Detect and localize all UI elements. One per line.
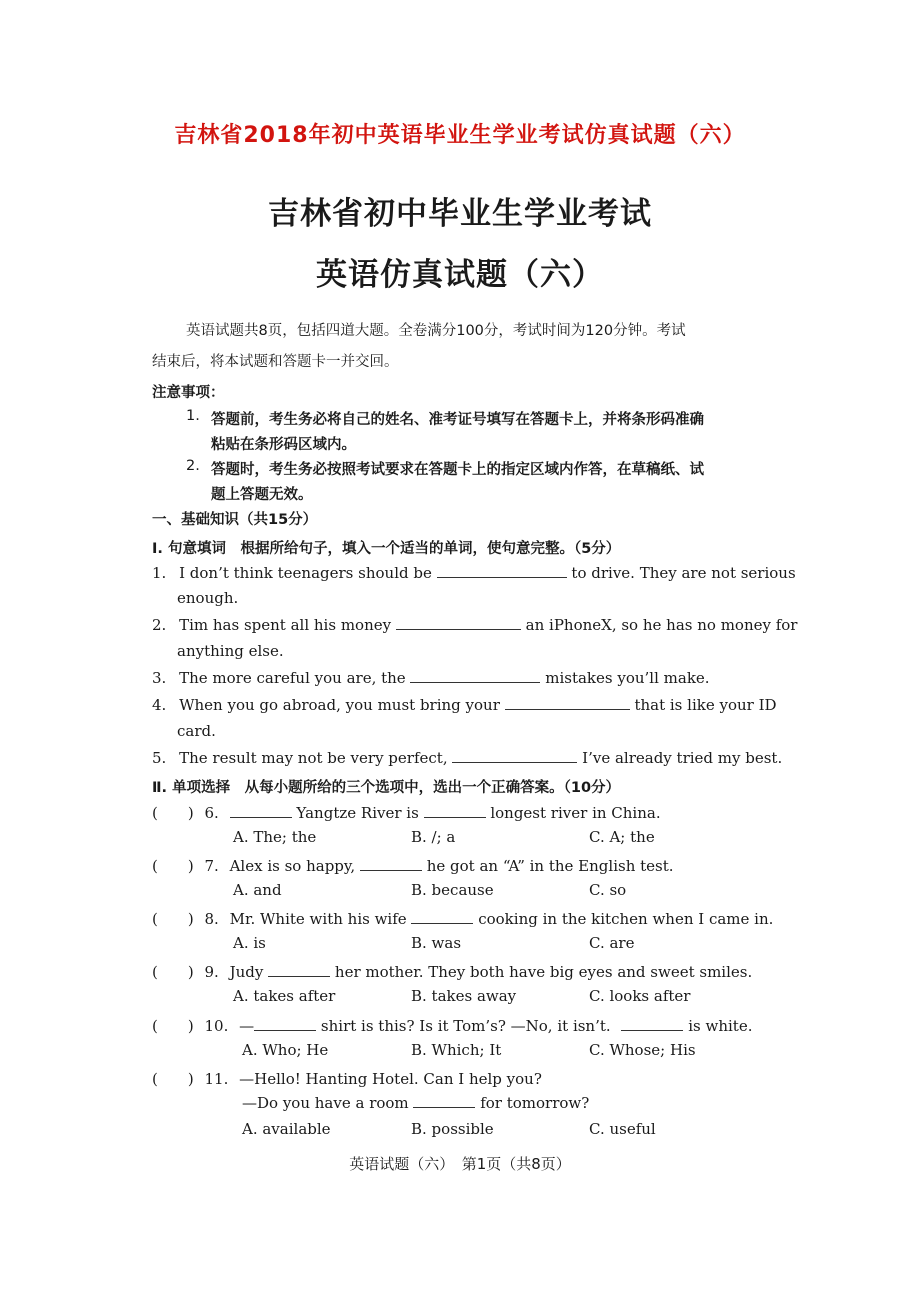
question-number: 7.	[204, 857, 219, 875]
answer-paren[interactable]: ( )	[152, 1017, 194, 1035]
choice-question-11	[152, 1068, 542, 1089]
answer-paren[interactable]: ( )	[152, 1070, 194, 1088]
answer-blank[interactable]	[396, 617, 521, 630]
option-b[interactable]: B. Which; It	[411, 1041, 502, 1059]
item-number: 5.	[152, 749, 167, 767]
note-1-line1: 答题前，考生务必将自己的姓名、准考证号填写在答题卡上，并将条形码准确	[211, 412, 704, 428]
fill-item-1	[152, 564, 796, 582]
option-a[interactable]: A. is	[233, 934, 266, 952]
document-header-title: 吉林省2018年初中英语毕业生学业考试仿真试题（六）	[174, 123, 746, 148]
answer-paren[interactable]: ( )	[152, 963, 194, 981]
part2-heading: Ⅱ. 单项选择 从每小题所给的三个选项中，选出一个正确答案。（10分）	[152, 780, 621, 796]
fill-item-5	[152, 749, 782, 767]
option-a[interactable]: A. The; the	[233, 828, 317, 846]
option-a[interactable]: A. takes after	[233, 987, 336, 1005]
question-text: cooking in the kitchen when I came in.	[478, 910, 774, 928]
part1-heading: Ⅰ. 句意填词 根据所给句子，填入一个适当的单词，使句意完整。（5分）	[152, 541, 621, 557]
option-c[interactable]: C. A; the	[589, 828, 655, 846]
note-2-number: 2.	[186, 458, 200, 474]
note-2-line1: 答题时，考生务必按照考试要求在答题卡上的指定区域内作答，在草稿纸、试	[211, 462, 704, 478]
fill-item-2-cont: anything else.	[177, 642, 284, 660]
answer-paren[interactable]: ( )	[152, 910, 194, 928]
question-text: for tomorrow?	[480, 1094, 590, 1112]
answer-paren[interactable]: ( )	[152, 857, 194, 875]
item-text-before: When you go abroad, you must bring your	[179, 696, 500, 714]
option-b[interactable]: B. was	[411, 934, 462, 952]
option-b[interactable]: B. /; a	[411, 828, 456, 846]
item-text-after: to drive. They are not serious	[571, 564, 796, 582]
answer-blank[interactable]	[505, 697, 630, 710]
question-text: —	[239, 1017, 255, 1035]
item-text-before: I don’t think teenagers should be	[179, 564, 432, 582]
item-text-after: I’ve already tried my best.	[582, 749, 783, 767]
option-b[interactable]: B. because	[411, 881, 494, 899]
choice-question-11-line2	[242, 1094, 589, 1112]
answer-blank[interactable]	[411, 911, 473, 924]
note-1-number: 1.	[186, 408, 200, 424]
item-text-before: The more careful you are, the	[179, 669, 406, 687]
question-number: 8.	[204, 910, 219, 928]
choice-question-10	[152, 1015, 752, 1036]
fill-item-1-cont: enough.	[177, 589, 239, 607]
option-c[interactable]: C. so	[589, 881, 627, 899]
answer-paren[interactable]: ( )	[152, 804, 194, 822]
note-1-line2: 粘贴在条形码区域内。	[211, 437, 356, 453]
answer-blank[interactable]	[452, 750, 577, 763]
option-a[interactable]: A. and	[233, 881, 282, 899]
question-text: Mr. White with his wife	[229, 910, 407, 928]
section1-heading: 一、基础知识（共15分）	[152, 512, 318, 528]
option-b[interactable]: B. takes away	[411, 987, 517, 1005]
page-footer: 英语试题（六） 第1页（共8页）	[349, 1155, 571, 1173]
option-b[interactable]: B. possible	[411, 1120, 494, 1138]
item-number: 4.	[152, 696, 167, 714]
question-text: he got an “A” in the English test.	[426, 857, 674, 875]
option-c[interactable]: C. are	[589, 934, 635, 952]
item-text-before: Tim has spent all his money	[179, 616, 392, 634]
choice-question-9	[152, 961, 752, 982]
fill-item-4-cont: card.	[177, 722, 216, 740]
item-text-after: that is like your ID	[634, 696, 777, 714]
question-number: 11.	[204, 1070, 229, 1088]
answer-blank[interactable]	[621, 1018, 683, 1031]
question-text: Judy	[229, 963, 264, 981]
answer-blank[interactable]	[268, 964, 330, 977]
question-text: Alex is so happy,	[229, 857, 356, 875]
option-a[interactable]: A. Who; He	[242, 1041, 329, 1059]
fill-item-3	[152, 669, 710, 687]
item-number: 3.	[152, 669, 167, 687]
option-c[interactable]: C. useful	[589, 1120, 656, 1138]
item-number: 1.	[152, 564, 167, 582]
notes-heading: 注意事项：	[152, 385, 225, 401]
question-number: 10.	[204, 1017, 229, 1035]
exam-title-line1: 吉林省初中毕业生学业考试	[268, 196, 652, 232]
answer-blank[interactable]	[360, 858, 422, 871]
question-number: 9.	[204, 963, 219, 981]
fill-item-2	[152, 616, 797, 634]
question-text: her mother. They both have big eyes and sweet smiles.	[334, 963, 753, 981]
answer-blank[interactable]	[230, 805, 292, 818]
question-text: is white.	[688, 1017, 753, 1035]
question-number: 6.	[204, 804, 219, 822]
intro-line1: 英语试题共8页，包括四道大题。全卷满分100分，考试时间为120分钟。考试	[186, 323, 686, 339]
choice-question-6	[152, 802, 661, 823]
intro-line2: 结束后，将本试题和答题卡一并交回。	[152, 354, 399, 370]
choice-question-7	[152, 855, 674, 876]
note-2-line2: 题上答题无效。	[211, 487, 313, 503]
answer-blank[interactable]	[424, 805, 486, 818]
question-text: —Hello! Hanting Hotel. Can I help you?	[239, 1070, 542, 1088]
answer-blank[interactable]	[413, 1095, 475, 1108]
exam-title-line2: 英语仿真试题（六）	[316, 257, 604, 293]
choice-question-8	[152, 908, 773, 929]
question-text: —Do you have a room	[242, 1094, 409, 1112]
option-c[interactable]: C. looks after	[589, 987, 691, 1005]
question-text: Yangtze River is	[296, 804, 419, 822]
item-text-after: an iPhoneX, so he has no money for	[525, 616, 798, 634]
answer-blank[interactable]	[410, 670, 540, 683]
item-number: 2.	[152, 616, 167, 634]
answer-blank[interactable]	[254, 1018, 316, 1031]
option-c[interactable]: C. Whose; His	[589, 1041, 696, 1059]
fill-item-4	[152, 696, 777, 714]
option-a[interactable]: A. available	[242, 1120, 331, 1138]
item-text-before: The result may not be very perfect,	[179, 749, 448, 767]
question-text: longest river in China.	[490, 804, 661, 822]
item-text-after: mistakes you’ll make.	[545, 669, 710, 687]
question-text: shirt is this? Is it Tom’s? —No, it isn’t.	[320, 1017, 611, 1035]
answer-blank[interactable]	[437, 565, 567, 578]
